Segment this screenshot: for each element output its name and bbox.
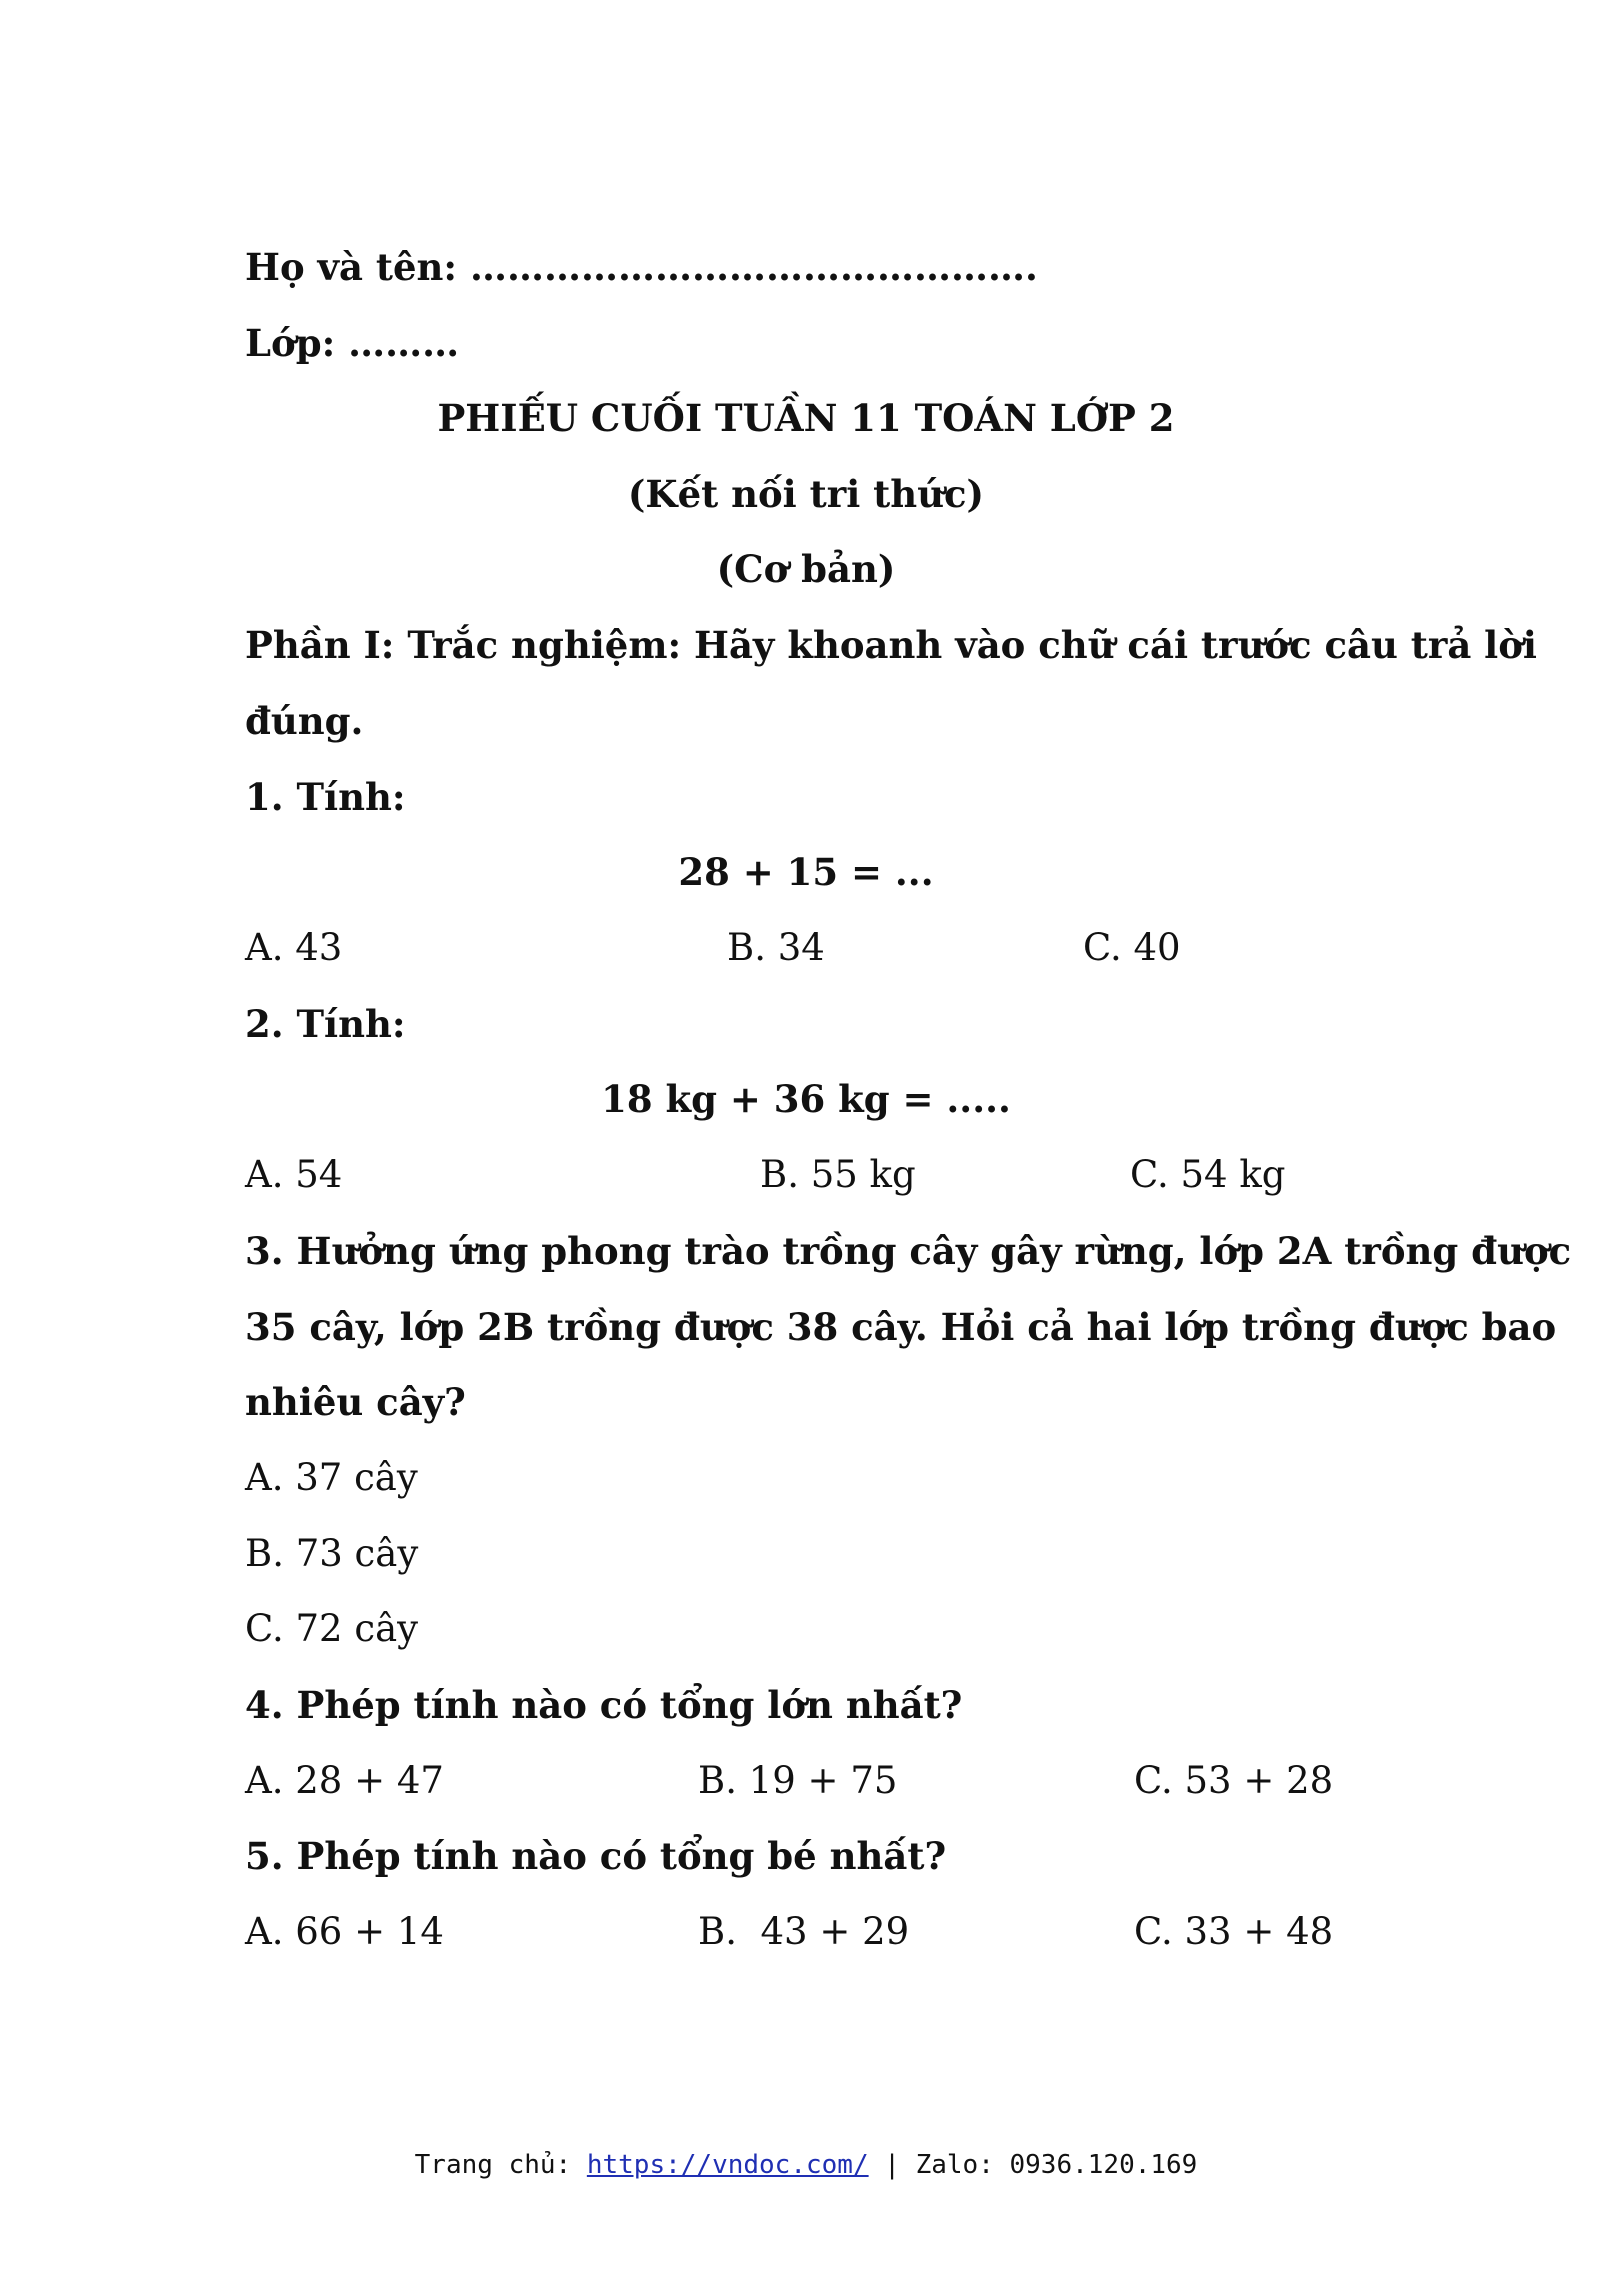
page-title: PHIẾU CUỐI TUẦN 11 TOÁN LỚP 2 (437, 396, 1175, 440)
question-2-expression: 18 kg + 36 kg = ..... (601, 1077, 1011, 1121)
question-1-label: 1. Tính: (245, 775, 406, 819)
page-footer (0, 2148, 1612, 2182)
page-subtitle-level: (Cơ bản) (716, 547, 896, 591)
question-5-label: 5. Phép tính nào có tổng bé nhất? (245, 1834, 947, 1878)
question-1-option-b[interactable]: B. 34 (727, 926, 825, 969)
footer-home-link[interactable]: https://vndoc.com/ (586, 2150, 869, 2180)
footer-zalo: Zalo: 0936.120.169 (915, 2150, 1198, 2180)
question-5-option-a[interactable]: A. 66 + 14 (245, 1910, 444, 1953)
footer-separator: | (868, 2150, 916, 2180)
question-3-option-b[interactable]: B. 73 cây (245, 1532, 419, 1575)
part1-heading-line2: đúng. (245, 699, 364, 743)
question-2-label: 2. Tính: (245, 1002, 406, 1046)
question-5-option-b[interactable]: B. 43 + 29 (698, 1910, 910, 1953)
question-3-text-line1: 3. Hưởng ứng phong trào trồng cây gây rừng, lớp 2A trồng được (245, 1229, 1572, 1273)
class-field-label: Lớp: ……… (245, 321, 460, 365)
question-4-option-a[interactable]: A. 28 + 47 (245, 1759, 444, 1802)
question-1-option-a[interactable]: A. 43 (245, 926, 343, 969)
footer-home-label: Trang chủ: (414, 2150, 587, 2180)
question-4-option-c[interactable]: C. 53 + 28 (1134, 1759, 1334, 1802)
question-3-option-a[interactable]: A. 37 cây (245, 1456, 418, 1499)
part1-heading-line1: Phần I: Trắc nghiệm: Hãy khoanh vào chữ cái trước câu trả lời (245, 623, 1537, 667)
question-4-label: 4. Phép tính nào có tổng lớn nhất? (245, 1683, 963, 1727)
question-3-text-line3: nhiêu cây? (245, 1380, 466, 1424)
page-subtitle-series: (Kết nối tri thức) (627, 472, 985, 516)
question-4-option-b[interactable]: B. 19 + 75 (698, 1759, 898, 1802)
question-2-option-b[interactable]: B. 55 kg (760, 1153, 916, 1196)
question-2-option-a[interactable]: A. 54 (245, 1153, 343, 1196)
question-3-text-line2: 35 cây, lớp 2B trồng được 38 cây. Hỏi cả hai lớp trồng được bao (245, 1305, 1557, 1349)
question-2-option-c[interactable]: C. 54 kg (1130, 1153, 1286, 1196)
question-1-option-c[interactable]: C. 40 (1083, 926, 1181, 969)
question-3-option-c[interactable]: C. 72 cây (245, 1607, 419, 1650)
question-1-expression: 28 + 15 = ... (678, 850, 934, 894)
question-5-option-c[interactable]: C. 33 + 48 (1134, 1910, 1334, 1953)
name-field-label: Họ và tên: ………………………………………. (245, 245, 1038, 289)
